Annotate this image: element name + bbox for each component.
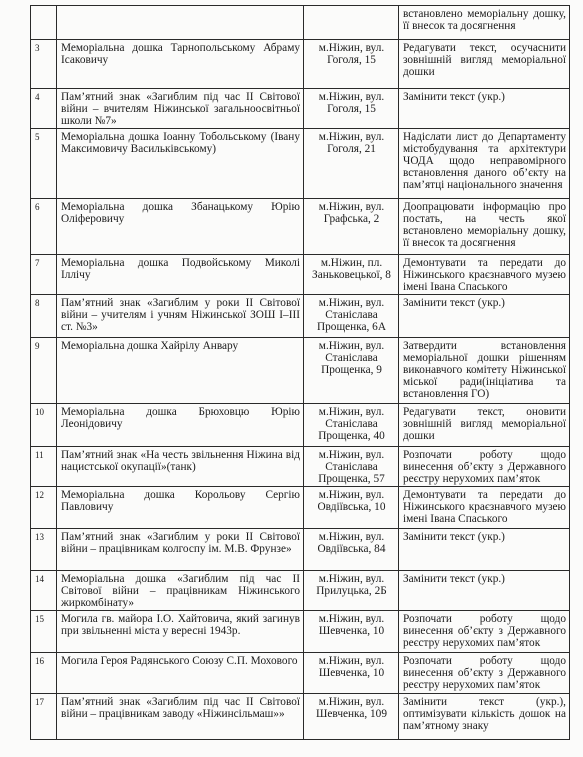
row-number: 8 <box>31 295 57 338</box>
row-number: 4 <box>31 89 57 129</box>
monument-name: Меморіальна дошка Іоанну Тобольському (Івану Максимовичу Васильківському) <box>57 129 304 199</box>
row-number: 12 <box>31 487 57 529</box>
proposed-action: Демонтувати та передати до Ніжинського краєзнавчого музею імені Івана Спаського <box>399 487 570 529</box>
proposed-action: Редагувати текст, осучаснити зовнішній вигляд меморіальної дошки <box>399 40 570 89</box>
table-row <box>31 571 570 611</box>
monument-name <box>57 6 304 40</box>
proposed-action: Замінити текст (укр.), оптимізувати кількість дошок на пам’ятному знаку <box>399 694 570 740</box>
monument-address: м.Ніжин, вул. Гоголя, 15 <box>304 40 399 89</box>
row-number: 15 <box>31 611 57 653</box>
monument-name: Пам’ятний знак «Загиблим під час ІІ Світової війни – працівникам заводу «Ніжинсільмаш»» <box>57 694 304 740</box>
monument-address: м.Ніжин, вул. Графська, 2 <box>304 199 399 255</box>
proposed-action: встановлено меморіальну дошку, її внесок та досягнення <box>399 6 570 40</box>
monument-address: м.Ніжин, вул. Станіслава Прощенка, 9 <box>304 338 399 404</box>
monument-address: м.Ніжин, вул. Шевченка, 109 <box>304 694 399 740</box>
table-row <box>31 89 570 129</box>
row-number: 11 <box>31 447 57 487</box>
table-row <box>31 447 570 487</box>
monument-name: Меморіальна дошка Збанацькому Юрію Оліферовичу <box>57 199 304 255</box>
monument-name: Меморіальна дошка Подвойському Миколі Іллічу <box>57 255 304 295</box>
monument-name: Пам’ятний знак «Загиблим у роки ІІ Світової війни – працівникам колгоспу ім. М.В. Фрунзе» <box>57 529 304 571</box>
monument-name: Меморіальна дошка Хайрілу Анвару <box>57 338 304 404</box>
table-row <box>31 694 570 740</box>
monument-name: Пам’ятний знак «Загиблим у роки ІІ Світової війни – учителям і учням Ніжинської ЗОШ І–ІІІ ст. №3» <box>57 295 304 338</box>
monument-address <box>304 6 399 40</box>
monument-name: Пам’ятний знак «На честь звільнення Ніжина від нацистської окупації»(танк) <box>57 447 304 487</box>
monument-name: Меморіальна дошка «Загиблим під час ІІ Світової війни – працівникам Ніжинського жиркомбінату» <box>57 571 304 611</box>
table-row <box>31 653 570 694</box>
row-number: 17 <box>31 694 57 740</box>
table-row <box>31 404 570 447</box>
table-row <box>31 295 570 338</box>
proposed-action: Редагувати текст, оновити зовнішній вигляд меморіальної дошки <box>399 404 570 447</box>
monument-name: Меморіальна дошка Корольову Сергію Павловичу <box>57 487 304 529</box>
monument-address: м.Ніжин, вул. Гоголя, 15 <box>304 89 399 129</box>
table-row <box>31 199 570 255</box>
table-row <box>31 129 570 199</box>
table-row <box>31 255 570 295</box>
monument-address: м.Ніжин, вул. Станіслава Прощенка, 57 <box>304 447 399 487</box>
monument-address: м.Ніжин, вул. Шевченка, 10 <box>304 611 399 653</box>
table-row <box>31 611 570 653</box>
row-number: 7 <box>31 255 57 295</box>
proposed-action: Замінити текст (укр.) <box>399 571 570 611</box>
row-number: 3 <box>31 40 57 89</box>
row-number <box>31 6 57 40</box>
table-row <box>31 6 570 40</box>
table-row <box>31 40 570 89</box>
monument-address: м.Ніжин, вул. Гоголя, 21 <box>304 129 399 199</box>
monument-address: м.Ніжин, вул. Овдіївська, 10 <box>304 487 399 529</box>
monument-name: Пам’ятний знак «Загиблим під час ІІ Світової війни – вчителям Ніжинської загальноосвітньої школи №7» <box>57 89 304 129</box>
monument-name: Могила Героя Радянського Союзу С.П. Мохового <box>57 653 304 694</box>
table-row <box>31 338 570 404</box>
monument-address: м.Ніжин, вул. Овдіївська, 84 <box>304 529 399 571</box>
monument-address: м.Ніжин, пл. Заньковецької, 8 <box>304 255 399 295</box>
proposed-action: Замінити текст (укр.) <box>399 295 570 338</box>
proposed-action: Розпочати роботу щодо винесення об’єкту з Державного реєстру нерухомих пам’яток <box>399 611 570 653</box>
monument-address: м.Ніжин, вул. Станіслава Прощенка, 6А <box>304 295 399 338</box>
row-number: 9 <box>31 338 57 404</box>
proposed-action: Замінити текст (укр.) <box>399 89 570 129</box>
monument-name: Меморіальна дошка Тарнопольському Абраму Ісаковичу <box>57 40 304 89</box>
monuments-table <box>30 5 570 740</box>
table-row <box>31 487 570 529</box>
monument-name: Меморіальна дошка Брюховцю Юрію Леонідовичу <box>57 404 304 447</box>
monument-address: м.Ніжин, вул. Станіслава Прощенка, 40 <box>304 404 399 447</box>
monument-name: Могила гв. майора І.О. Хайтовича, який загинув при звільненні міста у вересні 1943р. <box>57 611 304 653</box>
monument-address: м.Ніжин, вул. Прилуцька, 2Б <box>304 571 399 611</box>
row-number: 10 <box>31 404 57 447</box>
proposed-action: Надіслати лист до Департаменту містобудування та архітектури ЧОДА щодо неправомірного встановлення даного об’єкту на пам’ятці національного значення <box>399 129 570 199</box>
proposed-action: Затвердити встановлення меморіальної дошки рішенням виконавчого комітету Ніжинської міської ради(ініціатива та встановлення ГО) <box>399 338 570 404</box>
proposed-action: Розпочати роботу щодо винесення об’єкту з Державного реєстру нерухомих пам’яток <box>399 447 570 487</box>
monument-address: м.Ніжин, вул. Шевченка, 10 <box>304 653 399 694</box>
proposed-action: Доопрацювати інформацію про постать, на честь якої встановлено меморіальну дошку, її внесок та досягнення <box>399 199 570 255</box>
row-number: 16 <box>31 653 57 694</box>
proposed-action: Демонтувати та передати до Ніжинського краєзнавчого музею імені Івана Спаського <box>399 255 570 295</box>
row-number: 6 <box>31 199 57 255</box>
proposed-action: Розпочати роботу щодо винесення об’єкту з Державного реєстру нерухомих пам’яток <box>399 653 570 694</box>
row-number: 14 <box>31 571 57 611</box>
row-number: 5 <box>31 129 57 199</box>
proposed-action: Замінити текст (укр.) <box>399 529 570 571</box>
row-number: 13 <box>31 529 57 571</box>
table-row <box>31 529 570 571</box>
